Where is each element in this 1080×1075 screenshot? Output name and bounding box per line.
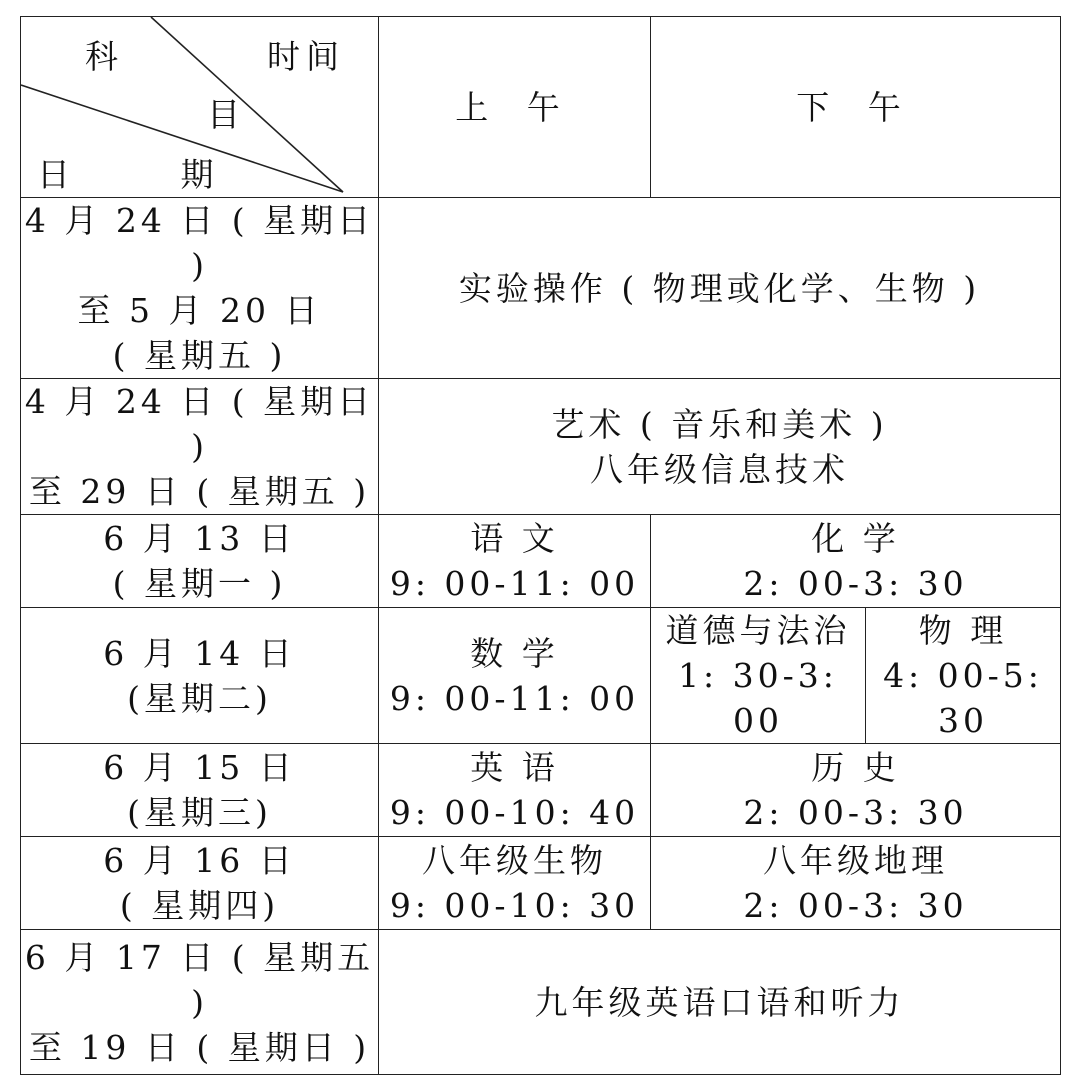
date-line: 6 月 17 日 ( 星期五 ) [24,937,375,1022]
am-exam-cell [379,608,651,744]
exam-time: 9: 00-11: 00 [389,564,640,603]
am-exam-cell [379,515,651,608]
exam-name: 物 理 [918,611,1008,650]
date-cell [21,379,379,515]
date-line: 6 月 13 日 [103,519,296,558]
exam-name: 数 学 [470,633,559,673]
date-cell [21,744,379,837]
exam-time: 9: 00-10: 40 [389,793,640,832]
am-exam-cell [379,837,651,930]
date-cell [21,515,379,608]
date-line: 6 月 16 日 [103,841,296,880]
exam-schedule-table [20,16,1061,1075]
subject-cell: 九年级英语口语和听力 [379,930,1061,1075]
date-line: 6 月 14 日 [103,633,296,673]
morning-header: 上 午 [379,17,651,198]
date-line: 6 月 15 日 [103,748,296,787]
exam-name: 八年级生物 [422,841,607,880]
header-row [21,17,1061,198]
pm-exam-cell [651,744,1061,837]
subject-line: 八年级信息技术 [590,449,849,489]
exam-time: 9: 00-10: 30 [389,886,640,925]
subject-cell [379,379,1061,515]
date-line: ( 星期四) [119,886,280,925]
date-cell [21,608,379,744]
corner-date-label: 日 期 [37,155,264,194]
exam-name: 八年级地理 [763,841,948,880]
table-row [21,930,1061,1075]
corner-mu-label: 目 [207,95,240,134]
exam-name: 道德与法治 [665,611,851,650]
pm-exam-cell-2 [866,608,1061,744]
date-line: 4 月 24 日 ( 星期日 ) [24,201,375,285]
exam-name: 语 文 [470,519,559,558]
afternoon-header: 下 午 [651,17,1061,198]
date-line: 至 29 日 ( 星期五 ) [28,472,371,511]
exam-time: 2: 00-3: 30 [743,886,968,925]
date-line: 至 5 月 20 日 [77,291,322,330]
exam-name: 化 学 [811,519,900,558]
am-exam-cell [379,744,651,837]
table-row [21,515,1061,608]
date-cell [21,837,379,930]
exam-time: 2: 00-3: 30 [743,564,968,603]
exam-time: 9: 00-11: 00 [389,678,640,718]
date-cell [21,198,379,379]
subject-line: 艺术 ( 音乐和美术 ) [551,404,888,444]
table-row [21,744,1061,837]
date-line: ( 星期一 ) [112,564,287,603]
corner-time-label: 时间 [267,37,345,76]
corner-subject-label: 科 [85,37,118,76]
table-row [21,837,1061,930]
date-cell [21,930,379,1075]
table-row [21,198,1061,379]
date-line: ( 星期五 ) [112,336,287,375]
date-line: 至 19 日 ( 星期日 ) [28,1027,371,1067]
exam-name: 历 史 [811,748,900,787]
pm-exam-cell [651,515,1061,608]
pm-exam-cell [651,837,1061,930]
pm-exam-cell-1 [651,608,866,744]
date-line: (星期三) [127,793,272,832]
exam-name: 英 语 [470,748,559,787]
table-row [21,379,1061,515]
date-line: 4 月 24 日 ( 星期日 ) [24,382,375,466]
exam-time: 1: 30-3: 00 [678,656,838,740]
date-line: (星期二) [127,678,272,718]
table-row [21,608,1061,744]
header-corner-cell [21,17,379,198]
exam-time: 4: 00-5: 30 [883,656,1043,740]
exam-time: 2: 00-3: 30 [743,793,968,832]
subject-cell: 实验操作 ( 物理或化学、生物 ) [379,198,1061,379]
